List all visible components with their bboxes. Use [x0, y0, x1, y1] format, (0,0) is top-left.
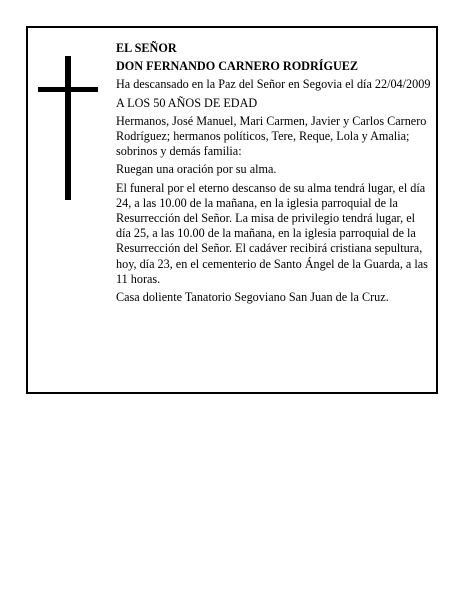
age-line: A LOS 50 AÑOS DE EDAD [116, 95, 258, 110]
cross-horizontal-bar [38, 87, 98, 92]
obituary-notice [26, 26, 438, 394]
deceased-name: DON FERNANDO CARNERO RODRÍGUEZ [116, 59, 359, 74]
obituary-text [116, 41, 432, 308]
funeral-details: El funeral por el eterno descanso de su alma tendrá lugar, el día 24, a las 10.00 de la mañana, en la iglesia parroquial de la Resurrección del Señor. La misa de privilegio tendrá lugar, el día 25, a las 10.00 de la mañana, en la iglesia parroquial de la Resurrección del Señor. El cadáver recibirá cristiana sepultura, hoy, día 23, en el cementerio de Santo Ángel de la Guarda, a las 11 horas. [116, 180, 428, 286]
cross-vertical-bar [65, 56, 71, 200]
prayer-request: Ruegan una oración por su alma. [116, 162, 277, 177]
deceased-title: EL SEÑOR [116, 41, 177, 55]
family-list: Hermanos, José Manuel, Mari Carmen, Javier y Carlos Carnero Rodríguez; hermanos políticos, Tere, Reque, Lola y Amalia; sobrinos y demás familia: [116, 113, 427, 159]
death-statement: Ha descansado en la Paz del Señor en Segovia el día 22/04/2009 [116, 77, 431, 92]
funeral-home: Casa doliente Tanatorio Segoviano San Juan de la Cruz. [116, 290, 389, 305]
cross-icon [38, 56, 98, 200]
